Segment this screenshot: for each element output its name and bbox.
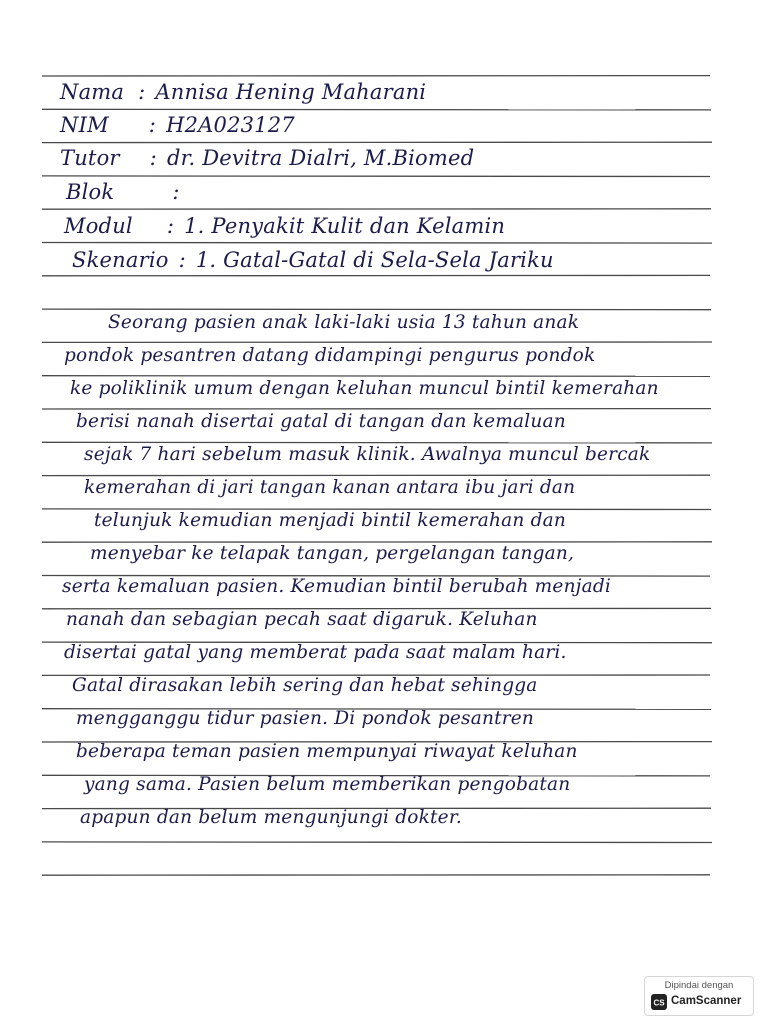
ruled-line xyxy=(42,842,712,843)
blok-label: Blok xyxy=(66,180,115,204)
body-line: Gatal dirasakan lebih sering dan hebat sehingga xyxy=(72,675,538,696)
body-line: mengganggu tidur pasien. Di pondok pesantren xyxy=(76,708,535,729)
ruled-line xyxy=(42,176,710,177)
name-colon: : xyxy=(138,80,146,104)
body-line: berisi nanah disertai gatal di tangan dan kemaluan xyxy=(76,411,566,432)
camscanner-logo-icon xyxy=(651,994,667,1010)
nim-value: H2A023127 xyxy=(166,113,295,137)
body-line: apapun dan belum mengunjungi dokter. xyxy=(80,807,462,828)
nim-label: NIM xyxy=(60,113,109,137)
tutor-colon: : xyxy=(149,146,157,170)
skenario-value: 1. Gatal-Gatal di Sela-Sela Jariku xyxy=(195,248,554,272)
nim-colon: : xyxy=(148,113,157,137)
skenario-row xyxy=(72,248,554,272)
body-line: nanah dan sebagian pecah saat digaruk. Keluhan xyxy=(66,609,538,630)
blok-colon: : xyxy=(172,180,180,204)
body-line: telunjuk kemudian menjadi bintil kemerahan dan xyxy=(94,510,566,531)
skenario-label: Skenario xyxy=(72,248,169,272)
body-line: disertai gatal yang memberat pada saat malam hari. xyxy=(64,642,567,663)
name-row xyxy=(60,80,426,104)
body-line: menyebar ke telapak tangan, pergelangan tangan, xyxy=(90,543,575,564)
modul-value: 1. Penyakit Kulit dan Kelamin xyxy=(184,214,506,238)
name-label: Nama xyxy=(60,80,125,104)
skenario-colon: : xyxy=(178,248,186,272)
watermark-caption: Dipindai dengan xyxy=(664,980,734,991)
body-line: yang sama. Pasien belum memberikan pengobatan xyxy=(84,774,571,795)
body-line: Seorang pasien anak laki-laki usia 13 tahun anak xyxy=(108,312,580,333)
ruled-line xyxy=(42,243,712,244)
body-line: beberapa teman pasien mempunyai riwayat keluhan xyxy=(76,741,578,762)
modul-row xyxy=(64,214,505,238)
body-line: serta kemaluan pasien. Kemudian bintil berubah menjadi xyxy=(62,576,612,597)
blok-row xyxy=(66,180,190,204)
body-line: kemerahan di jari tangan kanan antara ibu jari dan xyxy=(84,477,576,498)
tutor-row xyxy=(60,146,474,170)
ruled-line xyxy=(42,309,711,310)
tutor-label: Tutor xyxy=(60,146,120,170)
nim-row xyxy=(60,113,295,137)
body-line: sejak 7 hari sebelum masuk klinik. Awalnya muncul bercak xyxy=(84,444,651,465)
ruled-line xyxy=(42,109,711,110)
ruled-line xyxy=(42,442,712,443)
watermark-brand: CamScanner xyxy=(671,995,742,1007)
camscanner-watermark xyxy=(644,976,754,1016)
body-line: ke poliklinik umum dengan keluhan muncul bintil kemerahan xyxy=(70,378,659,399)
body-line: pondok pesantren datang didampingi pengurus pondok xyxy=(64,345,596,366)
modul-label: Modul xyxy=(64,214,133,238)
tutor-value: dr. Devitra Dialri, M.Biomed xyxy=(166,146,475,170)
logo-text: CS xyxy=(653,998,665,1008)
name-value: Annisa Hening Maharani xyxy=(155,80,427,104)
modul-colon: : xyxy=(166,214,175,238)
ruled-line xyxy=(42,376,710,377)
